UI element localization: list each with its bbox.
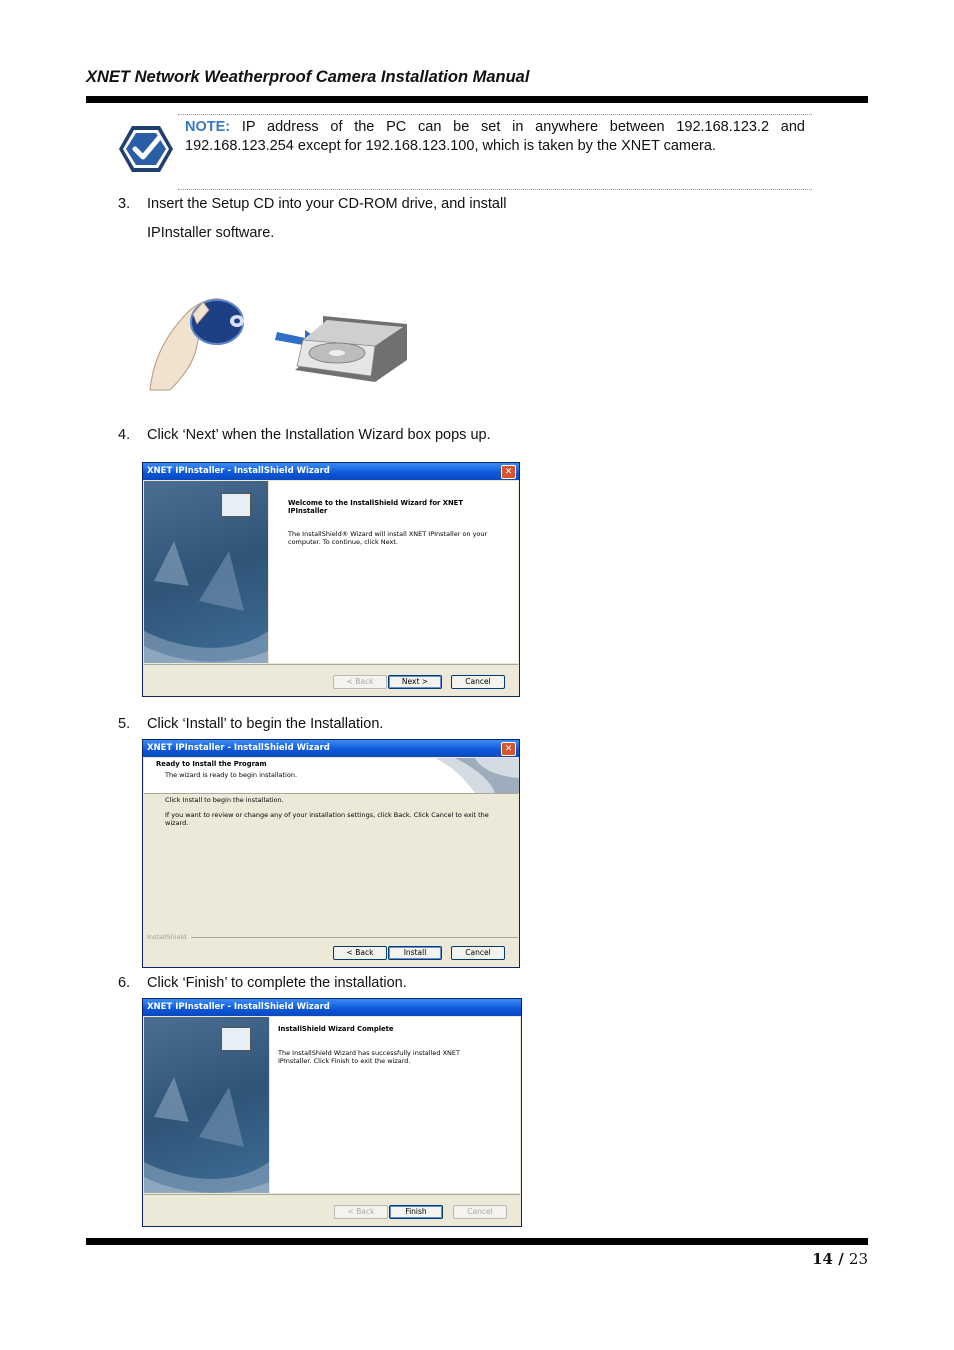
step-6 [118, 975, 718, 995]
wizard-body-1: Click Install to begin the installation. [165, 796, 284, 804]
installshield-wizard-ready [142, 739, 520, 968]
step-text: Insert the Setup CD into your CD-ROM drive, and install [147, 196, 507, 212]
step-number: 5. [118, 716, 131, 732]
page-separator: / [832, 1250, 849, 1268]
step-4 [118, 427, 718, 447]
note-text [185, 118, 805, 156]
step-text: Click ‘Finish’ to complete the installation. [147, 975, 407, 991]
back-button[interactable]: < Back [333, 675, 387, 689]
note-body: IP address of the PC can be set in anywhere between 192.168.123.2 and 192.168.123.254 except for 192.168.123.100, which is taken by the XNET camera. [185, 119, 805, 154]
installshield-wizard-complete [142, 998, 522, 1227]
wizard-content-pane [270, 1017, 520, 1193]
step-number: 4. [118, 427, 131, 443]
wizard-subheading: The wizard is ready to begin installation. [165, 771, 298, 779]
window-title: XNET IPInstaller - InstallShield Wizard [143, 463, 519, 480]
window-title: XNET IPInstaller - InstallShield Wizard [143, 999, 521, 1016]
step-number: 6. [118, 975, 131, 991]
total-pages: 23 [848, 1250, 868, 1268]
wizard-heading: InstallShield Wizard Complete [278, 1025, 394, 1033]
installer-icon [221, 1027, 251, 1051]
page-number [812, 1250, 868, 1268]
close-icon[interactable]: ✕ [501, 465, 516, 479]
next-button[interactable]: Next > [388, 675, 442, 689]
button-bar-divider [191, 937, 518, 938]
note-label: NOTE: [185, 119, 231, 135]
step-3 [118, 196, 718, 246]
step-text: Click ‘Install’ to begin the Installation. [147, 716, 384, 732]
wizard-body-2: If you want to review or change any of your installation settings, click Back. Click Cancel to exit the wizard. [165, 811, 489, 827]
back-button[interactable]: < Back [334, 1205, 388, 1219]
install-button[interactable]: Install [388, 946, 442, 960]
step-number: 3. [118, 196, 131, 212]
checkmark-icon [118, 124, 174, 174]
wizard-heading: Welcome to the InstallShield Wizard for XNET IPInstaller [288, 499, 463, 515]
step-5 [118, 716, 718, 736]
installshield-wizard-welcome [142, 462, 520, 697]
step-text-cont: IPInstaller software. [147, 225, 275, 241]
button-bar-divider [144, 1194, 520, 1195]
cd-insert-illustration [145, 290, 415, 395]
document-title: XNET Network Weatherproof Camera Installation Manual [86, 68, 530, 86]
cancel-button[interactable]: Cancel [451, 675, 505, 689]
installshield-brand: InstallShield [147, 933, 187, 941]
installer-icon [221, 493, 251, 517]
cancel-button[interactable]: Cancel [451, 946, 505, 960]
footer-rule [86, 1238, 868, 1245]
wizard-body: The InstallShield Wizard has successfully installed XNET IPInstaller. Click Finish to exit the wizard. [278, 1049, 460, 1065]
wizard-body: The InstallShield® Wizard will install XNET IPInstaller on your computer. To continue, click Next. [288, 530, 488, 546]
cancel-button[interactable]: Cancel [453, 1205, 507, 1219]
page-curl-graphic [435, 758, 519, 793]
back-button[interactable]: < Back [333, 946, 387, 960]
window-title: XNET IPInstaller - InstallShield Wizard [143, 740, 519, 757]
close-icon[interactable]: ✕ [501, 742, 516, 756]
header-rule [86, 96, 868, 103]
step-text: Click ‘Next’ when the Installation Wizard box pops up. [147, 427, 491, 443]
wizard-heading: Ready to Install the Program [156, 760, 267, 768]
finish-button[interactable]: Finish [389, 1205, 443, 1219]
button-bar-divider [144, 664, 518, 665]
current-page: 14 [812, 1250, 833, 1268]
